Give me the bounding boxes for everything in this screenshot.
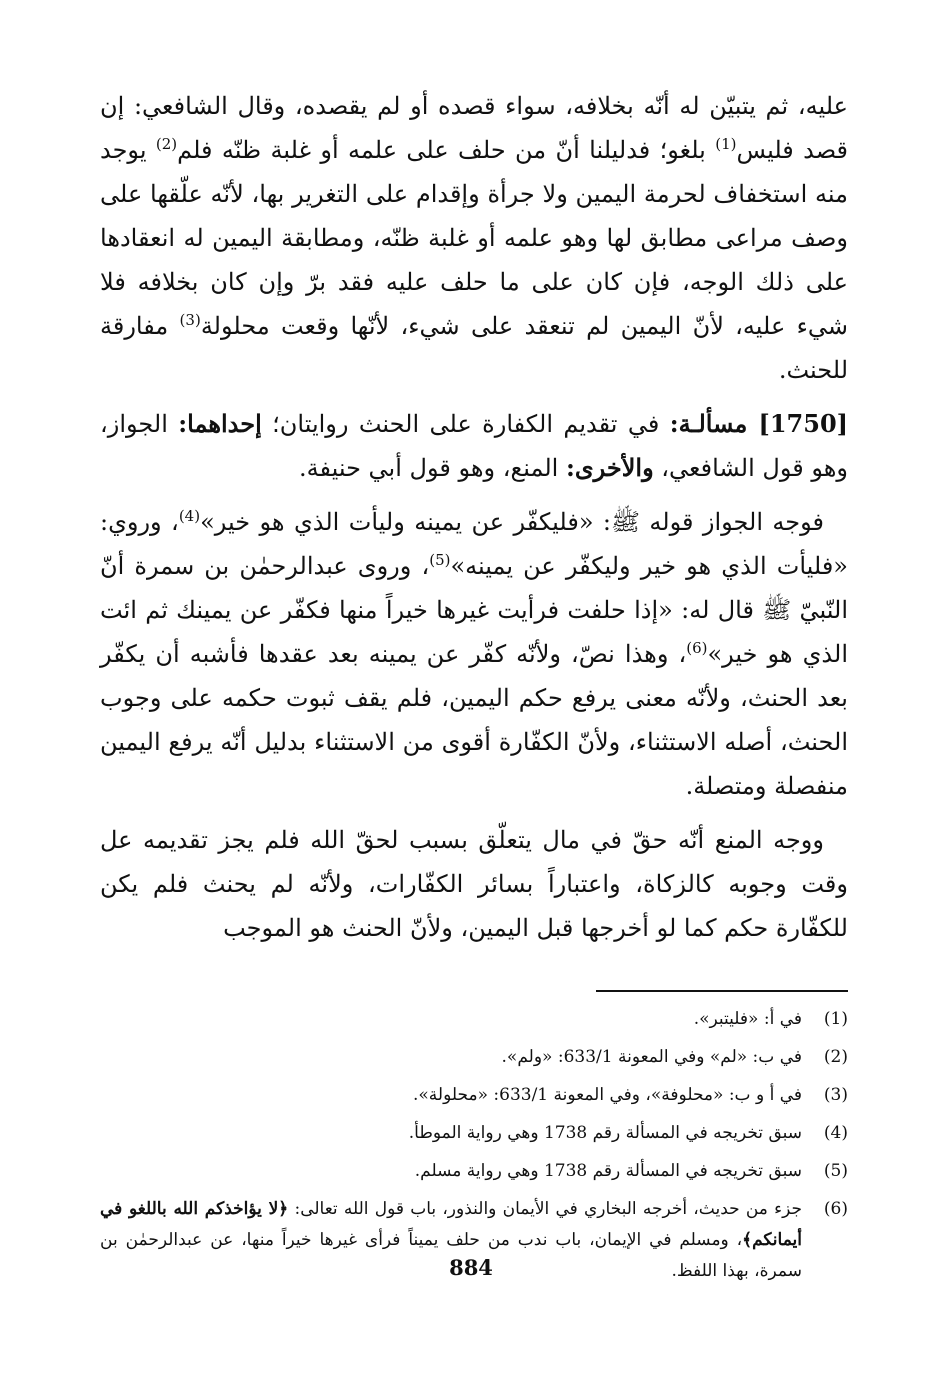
footnote-ref: (2): [155, 135, 178, 153]
footnote-text: [100, 1118, 802, 1149]
paragraph-2-issue-1750: [100, 402, 848, 490]
paragraph-1: [100, 84, 848, 392]
footnote-text: [100, 1080, 802, 1111]
text-segment: ، وهذا نصّ، ولأنّه كفّر عن يمينه بعد عقدها فأشبه أن يكفّر بعد الحنث، ولأنّه معنى يرفع حكم اليمين، فلم يقف ثبوت حكمه على وجوب الحنث، أصله الاستثناء، ولأنّ الكفّارة أقوى من الاستثناء بدليل أنّه يرفع اليمين منفصلة ومتصلة.: [100, 640, 848, 800]
footnote-ref: (4): [178, 507, 201, 525]
text-segment: المنع، وهو قول أبي حنيفة.: [298, 454, 566, 482]
text-segment: ، ومسلم في الإيمان، باب ندب من حلف يميناً فرأى غيرها خيراً منها، عن عبدالرحمٰن بن سمرة، بهذا اللفظ.: [100, 1230, 802, 1281]
footnote-text: [100, 1156, 802, 1187]
page-content: [100, 84, 848, 1294]
main-text: [100, 84, 848, 950]
footnote-item: [100, 1118, 848, 1149]
bold-text-segment: والأخرى:: [565, 453, 654, 482]
footnote-ref: (3): [179, 311, 201, 329]
text-segment: بلغو؛ فدليلنا أنّ من حلف على علمه أو غلبة ظنّه فلم: [177, 136, 716, 164]
page-number: 884: [449, 1255, 493, 1280]
footnote-item: [100, 1156, 848, 1187]
paragraph-4: [100, 818, 848, 950]
footnote-number: (5): [823, 1161, 848, 1181]
bold-text-segment: إحداهما:: [178, 409, 262, 438]
text-segment: ووجه المنع أنّه حقّ في مال يتعلّق بسبب لحقّ الله فلم يجز تقديمه عل وقت وجوبه كالزكاة، واعتباراً بسائر الكفّارات، ولأنّه لم يحنث فلم يكن للكفّارة حكم كما لو أخرجها قبل اليمين، ولأنّ الحنث هو الموجب: [100, 826, 848, 942]
footnote-divider: [596, 990, 848, 992]
paragraph-3: [100, 500, 848, 808]
text-segment: الجواز، وهو قول الشافعي،: [100, 410, 848, 482]
footnote-ref: (1): [715, 135, 737, 153]
text-segment: فوجه الجواز قوله ﷺ: «فليكفّر عن يمينه وليأت الذي هو خير»: [200, 508, 825, 536]
footnote-item: [100, 1042, 848, 1073]
text-segment: سبق تخريجه في المسألة رقم 1738 وهي رواية مسلم.: [414, 1161, 802, 1181]
text-segment: في ب: «لم» وفي المعونة 633/1: «ولم».: [501, 1047, 802, 1067]
footnote-text: [100, 1042, 802, 1073]
text-segment: في أ: «فليتبر».: [693, 1009, 802, 1029]
footnotes-list: [100, 1004, 848, 1287]
footnote-number: (6): [823, 1199, 848, 1219]
footnote-number: (1): [823, 1009, 848, 1029]
footnote-number: (3): [823, 1085, 848, 1105]
text-segment: عليه، ثم يتبيّن له أنّه بخلافه، سواء قصده أو لم يقصده، وقال الشافعي: إن قصد فليس: [100, 92, 848, 164]
footnote-ref: (6): [686, 639, 708, 657]
text-segment: مفارقة للحنث.: [100, 312, 848, 384]
text-segment: ، وروي: «فليأت الذي هو خير وليكفّر عن يمينه»: [100, 508, 848, 580]
text-segment: في تقديم الكفارة على الحنث روايتان؛: [261, 410, 670, 438]
footnote-item: [100, 1080, 848, 1111]
text-segment: سبق تخريجه في المسألة رقم 1738 وهي رواية الموطأ.: [408, 1123, 802, 1143]
text-segment: جزء من حديث، أخرجه البخاري في الأيمان والنذور، باب قول الله تعالى:: [288, 1199, 802, 1219]
text-segment: يوجد منه استخفاف لحرمة اليمين ولا جرأة وإقدام على التغرير بها، لأنّه علّقها على وصف مراعى مطابق لها وهو علمه أو غلبة ظنّه، ومطابقة اليمين له انعقادها على ذلك الوجه، فإن كان على ما حلف عليه فقد برّ وإن كان بخلافه فلا شيء عليه، لأنّ اليمين لم تنعقد على شيء، لأنّها وقعت محلولة: [100, 136, 848, 340]
text-segment: ، وروى عبدالرحمٰن بن سمرة أنّ النّبيّ ﷺ قال له: «إذا حلفت فرأيت غيرها خيراً منها فكفّر عن يمينك ثم ائت الذي هو خير»: [100, 552, 848, 668]
bold-text-segment: [1750] مسألـة:: [669, 409, 849, 438]
footnote-number: (2): [823, 1047, 848, 1067]
text-segment: في أ و ب: «محلوفة»، وفي المعونة 633/1: «محلولة».: [413, 1085, 802, 1105]
footnote-item: [100, 1004, 848, 1035]
footnote-number: (4): [823, 1123, 848, 1143]
footnote-text: [100, 1004, 802, 1035]
footnote-ref: (5): [429, 551, 451, 569]
bold-text-segment: ﴿لا يؤاخذكم الله باللغو في أيمانكم﴾: [100, 1199, 802, 1250]
